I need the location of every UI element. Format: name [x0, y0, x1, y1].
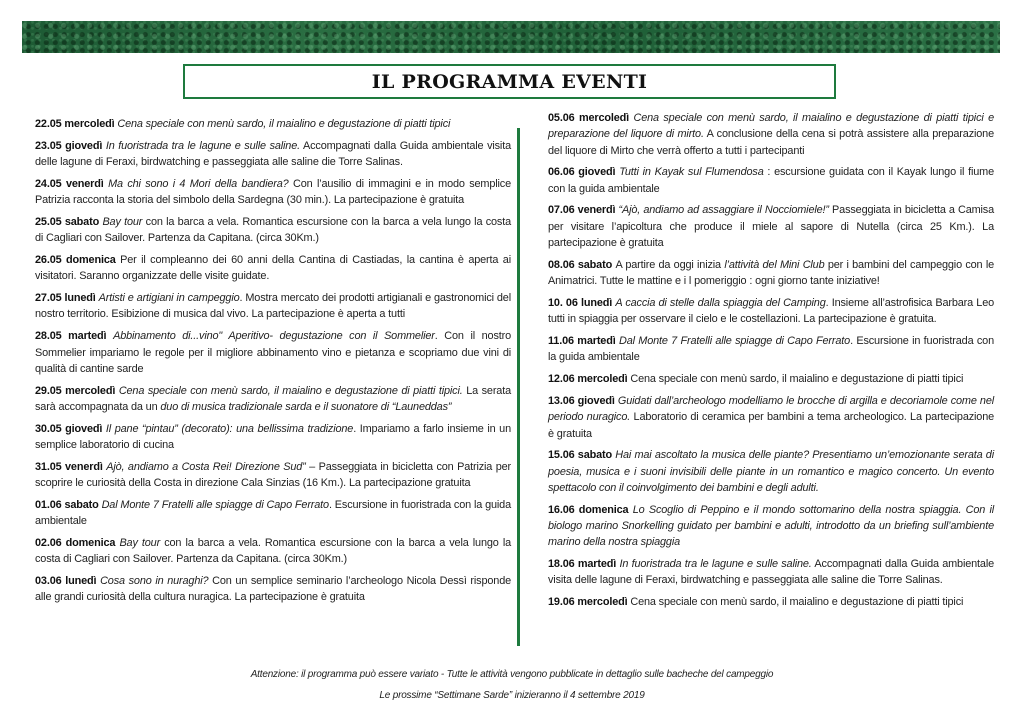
event-date-day: 24.05 venerdì	[35, 177, 109, 190]
event-description: . Mostra mercato dei prodotti artigianali e gastronomici del nostro territorio. Esibizione di musica dal vivo. La partecipazione è aperta a tutti	[35, 292, 511, 321]
event-description: A partire da oggi inizia	[615, 258, 725, 271]
event-date-day: 27.05 lunedì	[35, 292, 99, 305]
event-description: – Passeggiata in bicicletta con Patrizia per scoprire le curiosità della Costa in direzione Cala Sinzias (16 Km.). La partecipazione gratuita	[35, 460, 512, 490]
event-entry	[35, 497, 511, 530]
event-entry	[548, 333, 994, 366]
footer-notice: Attenzione: il programma può essere variato - Tutte le attività vengono pubblicate in dettaglio sulle bacheche del campeggio	[250, 669, 774, 680]
event-entry	[35, 383, 511, 416]
event-title-italic: Cena speciale con menù sardo, il maialino e degustazione di piatti tipici.	[118, 384, 463, 397]
event-title-italic: Abbinamento di...vino" Aperitivo- degustazione con il Sommelier	[113, 330, 435, 343]
event-description: Con l’ausilio di immagini e in modo semplice Patrizia racconta la storia del simbolo della Sardegna (30 min.). La partecipazione è gratuita	[35, 177, 511, 207]
event-description: Per il compleanno dei 60 anni della Cantina di Castiadas, la cantina è aperta ai visitatori. Saranno organizzate delle visite guidate.	[35, 254, 511, 283]
event-date-day: 29.05 mercoledì	[35, 384, 119, 397]
event-entry	[548, 371, 994, 387]
event-date-day: 12.06 mercoledì	[548, 373, 631, 386]
event-entry	[548, 164, 994, 197]
event-entry	[548, 594, 994, 610]
event-date-day: 15.06 sabato	[548, 449, 616, 462]
event-entry	[35, 214, 511, 247]
event-date-day: 30.05 giovedì	[35, 422, 106, 435]
event-title-italic: “Ajò, andiamo ad assaggiare il Nocciomiele!”	[618, 204, 829, 217]
event-title-italic: Dal Monte 7 Fratelli alle spiagge di Capo Ferrato	[101, 498, 329, 511]
event-description: La serata sarà accompagnata da un	[35, 384, 511, 413]
event-description: . Insieme all’astrofisica Barbara Leo tutti in spiaggia per osservare il cielo e le costellazioni. La partecipazione è gratuita.	[548, 296, 995, 326]
page-title: IL PROGRAMMA EVENTI	[371, 70, 648, 93]
event-date-day: 01.06 sabato	[35, 498, 102, 511]
event-title-italic: Bay tour	[102, 215, 143, 228]
event-date-day: 02.06 domenica	[35, 537, 120, 550]
event-description: . Escursione in fuoristrada con la guida ambientale	[35, 498, 511, 528]
event-date-day: 05.06 mercoledì	[548, 112, 634, 124]
event-description: Con un semplice seminario l’archeologo Nicola Dessì risponde alle grandi curiosità della cultura nuragica. La partecipazione è gratuita	[35, 575, 512, 604]
event-description: Accompagnati dalla Guida ambientale visita delle lagune di Feraxi, birdwatching e passeggiata alle saline die Torre Salinas.	[548, 558, 995, 587]
footer-next-dates: Le prossime “Settimane Sarde” inizieranno il 4 settembre 2019	[379, 690, 645, 701]
event-date-day: 19.06 mercoledì	[548, 596, 631, 609]
events-left-column	[35, 116, 511, 611]
event-title-italic: Cena speciale con menù sardo, il maialino e degustazione di piatti tipici	[117, 118, 451, 130]
event-description: . Escursione in fuoristrada con la guida ambientale	[548, 335, 994, 364]
event-date-day: 06.06 giovedì	[548, 166, 620, 179]
event-description: Laboratorio di ceramica per bambini a tema archeologico. La partecipazione è gratuita	[548, 411, 995, 440]
event-entry	[548, 257, 994, 290]
event-entry	[35, 176, 511, 209]
event-description: . Con il nostro Sommelier impariamo le regole per il migliore abbinamento vino e pietanza e scopriamo due vini di qualità di cantine sarde	[35, 330, 511, 375]
event-description: per i bambini del campeggio con le Animatrici. Tutte le mattine e i l pomeriggio : ogni giorno tante iniziative!	[548, 258, 994, 288]
event-description: con la barca a vela. Romantica escursione con la barca a vela lungo la costa di Cagliari con Sailover. Partenza da Capitana. (circa 30Km.)	[35, 215, 511, 245]
event-entry	[548, 110, 994, 159]
event-entry	[548, 202, 994, 251]
event-date-day: 13.06 giovedì	[548, 394, 618, 407]
event-description: . Impariamo a farlo insieme in un semplice laboratorio di cucina	[35, 422, 511, 452]
event-title-italic: Artisti e artigiani in campeggio	[98, 292, 240, 305]
event-date-day: 25.05 sabato	[35, 215, 103, 228]
event-entry	[548, 556, 994, 589]
event-title-italic: Ajò, andiamo a Costa Rei! Direzione Sud”	[106, 460, 306, 473]
decorative-banner	[22, 21, 1000, 53]
event-date-day: 28.05 martedì	[35, 330, 114, 343]
event-description: Accompagnati dalla Guida ambientale visita delle lagune di Feraxi, birdwatching e passeggiata alle saline die Torre Salinas.	[35, 139, 511, 169]
event-date-day: 10. 06 lunedì	[548, 296, 616, 309]
event-entry	[35, 535, 511, 568]
event-description: Cena speciale con menù sardo, il maialino e degustazione di piatti tipici	[630, 596, 964, 609]
event-date-day: 11.06 martedì	[548, 335, 619, 348]
event-date-day: 16.06 domenica	[548, 503, 633, 516]
event-title-italic: Hai mai ascoltato la musica delle piante? Presentiamo un’emozionante serata di poesia, musica e i suoni invisibili delle piante in un romantico e magico concerto. Un evento spettacolo con il coinvolgimento dei bambini e degli adulti.	[548, 449, 994, 494]
event-title-italic: Bay tour	[119, 537, 161, 550]
event-description: : escursione guidata con il Kayak lungo il fiume con la guida ambientale	[548, 166, 995, 195]
event-title-italic: In fuoristrada tra le lagune e sulle saline.	[619, 558, 812, 571]
event-title-italic: Il pane “pintau” (decorato): una bellissima tradizione	[105, 422, 354, 435]
event-title-italic: l’attività del Mini Club	[724, 258, 825, 271]
event-description: con la barca a vela. Romantica escursione con la barca a vela lungo la costa di Cagliari con Sailover. Partenza da Capitana. (circa 30Km.)	[35, 537, 511, 566]
event-date-day: 26.05 domenica	[35, 254, 121, 267]
event-title-italic: Cosa sono in nuraghi?	[100, 575, 209, 588]
event-description: A conclusione della cena si potrà assistere alla preparazione del liquore di Mirto che verrà offerto a tutti i partecipanti	[548, 128, 994, 157]
event-date-day: 18.06 martedì	[548, 558, 620, 571]
event-date-day: 23.05 giovedì	[35, 139, 106, 152]
event-entry	[35, 459, 511, 492]
event-date-day: 07.06 venerdì	[548, 204, 619, 217]
event-entry	[35, 290, 511, 323]
event-entry	[548, 447, 994, 496]
event-title-italic: Dal Monte 7 Fratelli alle spiagge di Capo Ferrato	[618, 335, 851, 348]
event-title-italic: Tutti in Kayak sul Flumendosa	[619, 166, 764, 179]
event-date-day: 03.06 lunedì	[35, 575, 101, 588]
event-title-italic: A caccia di stelle dalla spiaggia del Camping	[615, 296, 826, 309]
event-date-day: 22.05 mercoledì	[35, 118, 118, 130]
event-title-italic: Cena speciale con menù sardo, il maialino e degustazione di piatti tipici e preparazione del liquore di mirto.	[548, 112, 994, 141]
event-title-italic: Lo Scoglio di Peppino e il mondo sottomarino della nostra spiaggia. Con il biologo marino Snorkelling guidato per bambini e adulti, introdotto da un briefing sull’ambiente marino della nostra spiaggia	[548, 503, 994, 549]
event-entry	[35, 573, 511, 606]
event-date-day: 31.05 venerdì	[35, 460, 107, 473]
events-right-column	[548, 110, 994, 616]
event-date-day: 08.06 sabato	[548, 258, 616, 271]
column-divider	[517, 128, 520, 646]
event-description: Cena speciale con menù sardo, il maialino e degustazione di piatti tipici	[630, 373, 964, 386]
event-entry	[35, 138, 511, 171]
title-box	[183, 64, 836, 99]
event-entry	[548, 502, 994, 551]
event-title-italic: Ma chi sono i 4 Mori della bandiera?	[108, 177, 289, 190]
event-title-italic: duo di musica tradizionale sarda e il suonatore di “Launeddas”	[160, 400, 452, 413]
event-title-italic: Guidati dall’archeologo modelliamo le brocche di argilla e decoriamole come nel periodo nuragico.	[548, 394, 995, 424]
event-entry	[548, 295, 994, 328]
event-description: Passeggiata in bicicletta a Camisa per visitare l’apicoltura che produce il miele al sapore di Nutella (circa 25 Km.). La partecipazione è gratuita	[548, 204, 994, 250]
event-entry	[35, 421, 511, 454]
event-title-italic: In fuoristrada tra le lagune e sulle saline.	[105, 139, 300, 152]
event-entry	[35, 252, 511, 285]
event-entry	[548, 393, 994, 442]
event-entry	[35, 328, 511, 377]
event-entry	[35, 116, 511, 132]
